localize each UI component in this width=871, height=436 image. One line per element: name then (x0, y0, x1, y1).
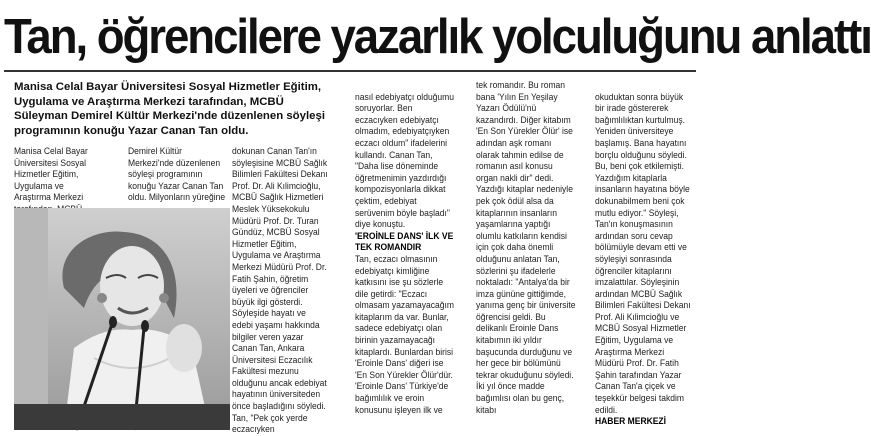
body-column-6 (595, 80, 691, 432)
headline-rule (4, 70, 696, 72)
subheading: 'EROİNLE DANS' İLK VE TEK ROMANDIR (355, 230, 454, 253)
author-photo-illustration (14, 208, 230, 430)
headline: Tan, öğrencilere yazarlık yolculuğunu anlattı (4, 10, 871, 64)
body-column-1: Manisa Celal Bayar Üniversitesi Sosyal Hizmetler Eğitim, Uygulama ve Araştırma Merkezi (14, 146, 88, 203)
body-column-3: dokunan Canan Tan'ın söyleşisine MCBÜ Sağlık Bilimleri Fakültesi Dekanı Prof. Dr. Ali Kılimcioğlu, MCBÜ Sağlık Hizmetleri Meslek Yüksekokulu Müdürü Prof. Dr. Turan Gündüz, MCBÜ Sosyal Hizmetler Eğitim, Uygulama ve Araştırma Merkezi Müdürü Prof. Dr. Fatih Şahin, öğretim üyeleri ve öğrenciler büyük ilgi gösterdi. Söyleşide hayatı ve edebi yaşamı hakkında bilgiler veren yazar Canan Tan, Ankara Üniversitesi Eczacılık Fakültesi mezunu olduğunu ancak edebiyat hayatının üniversiteden önce başladığını söyledi. Tan, "Pek çok yerde eczacıyken (232, 146, 328, 435)
author-photo (14, 208, 230, 430)
body-text: nasıl edebiyatçı olduğumu soruyorlar. Ben eczacıyken edebiyatçı olmadım, edebiyatçıyken eczacı oldum" ifadelerini kullandı. Canan Tan, "Daha lise döneminde öğretmenimin yazdırdığı kompozisyonlarla dikkat çektim, edebiyat serüvenim böyle başladı" diye konuştu. (355, 91, 454, 230)
body-column-2: Demirel Kültür Merkezi'nde düzenlenen söyleşi programının konuğu Yazar Canan Tan oldu. Milyonların yüreğine (128, 146, 226, 203)
body-column-5: tek romandır. Bu roman bana 'Yılın En Yeşilay Yazarı Ödülü'nü kazandırdı. Diğer kitabım 'En Son Yürekler Ölür' ise adından aşk romanı olarak tahmin edilse de romanın asıl konusu organ nakli dir" dedi. Yazdığı kitaplar nedeniyle pek çok ödül alsa da kitaplarının insanların yaşamlarına yaptığı olumlu katkıların kendisi için çok daha önemli olduğunu anlatan Tan, sözlerini şu ifadelerle noktaladı: "Antalya'da bir imza gününe gittiğimde, yanıma genç bir üniversite öğrencisi geldi. Bu delikanlı Eroinle Dans kitabımın iki yıldır başucunda durduğunu ve her gece bir bölümünü tekrar okuduğunu söyledi. İki yıl önce madde bağımlısı olan bu genç, kitabı (476, 80, 576, 415)
body-text: okuduktan sonra büyük bir irade göstererek bağımlılıktan kurtulmuş. Yeniden üniversiteye başlamış. Bana hayatını borçlu olduğunu söyledi. Bu, beni çok etkilemişti. Yazdığım kitaplarla insanların hayatına böyle dokunabilmem beni çok mutlu ediyor." Söyleşi, Tan'ın konuşmasının ardından soru cevap bölümüyle devam etti ve söyleşiyi sonrasında öğrenciler kitaplarını imzalattılar. Söyleşinin ardından MCBÜ Sağlık Bilimleri Fakültesi Dekanı Prof. Ali Kılimcioğlu ve MCBÜ Sosyal Hizmetler Eğitim, Uygulama ve Araştırma Merkezi Müdürü Prof. Dr. Fatih Şahin tarafından Yazar Canan Tan'a çiçek ve teşekkür belgesi takdim edildi. (595, 91, 691, 415)
body-column-4 (355, 80, 457, 432)
lead-paragraph: Manisa Celal Bayar Üniversitesi Sosyal Hizmetler Eğitim, Uygulama ve Araştırma Merkezi tarafından, MCBÜ Süleyman Demirel Kültür Merkezi'nde düzenlenen söyleşi programının konuğu Yazar Canan Tan oldu. (14, 81, 325, 137)
body-text: Tan, eczacı olmasının edebiyatçı kimliğine katkısını ise şu sözlerle dile getirdi: "Eczacı olmasam yazamayacağım kitaplarım da var. Bunlar, sadece edebiyatçı olan birinin yazamayacağı kitaplardı. Bunlardan birisi 'Eroinle Dans' diğeri ise 'En Son Yürekler Ölür'dür. 'Eroinle Dans' Türkiye'de bağımlılık ve eroin konusunu işleyen ilk ve (355, 253, 454, 415)
byline: HABER MERKEZİ (595, 416, 667, 427)
